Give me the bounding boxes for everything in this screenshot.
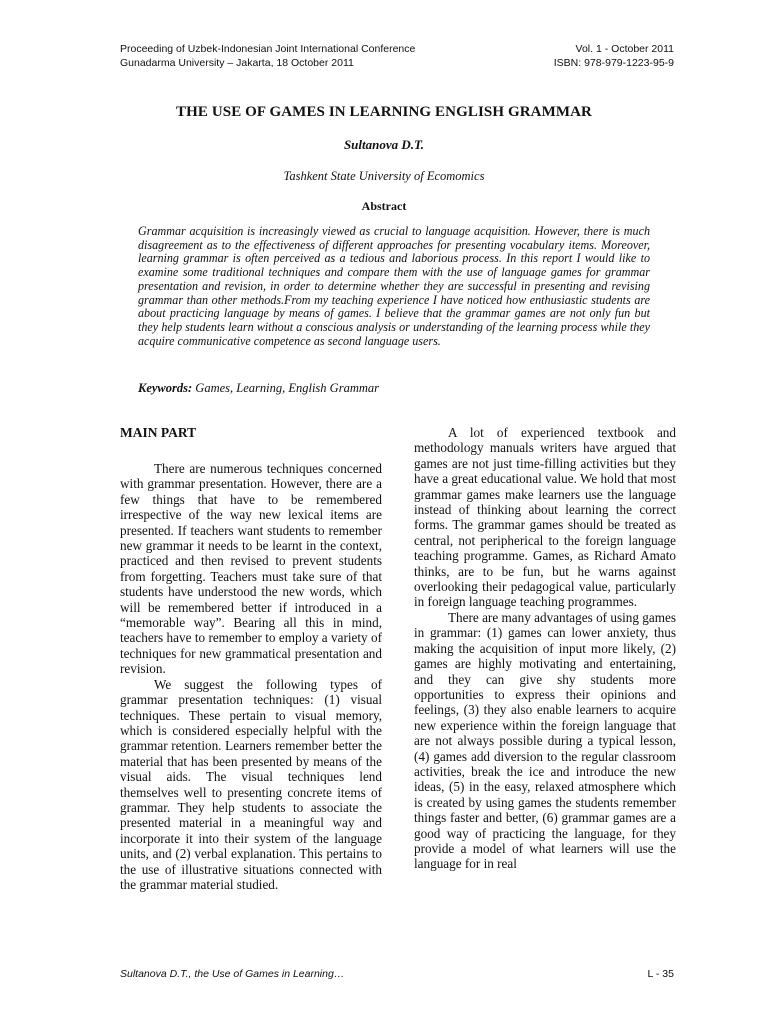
paper-title: THE USE OF GAMES IN LEARNING ENGLISH GRAMMAR — [176, 104, 592, 120]
body-paragraph: We suggest the following types of grammar presentation techniques: (1) visual techniques. These pertain to visual memory, which is considered especially helpful with the grammar retention. Learners remember better the material that has been presented by means of the visual aids. The visual techniques lend themselves well to presenting concrete items of grammar. They help students to associate the presented material in a meaningful way and incorporate it into their system of the language units, and (2) verbal explanation. This pertains to the use of illustrative situations connected with the grammar material studied. — [120, 676, 382, 892]
left-column — [120, 425, 382, 892]
abstract-heading: Abstract — [361, 199, 407, 213]
isbn: ISBN: 978-979-1223-95-9 — [553, 57, 674, 69]
abstract-text: Grammar acquisition is increasingly viewed as crucial to language acquisition. However, there is much disagreement as to the effectiveness of different approaches for presenting vocabulary items. Moreover, learning grammar is often perceived as a tedious and laborious process. In this report I would like to examine some traditional techniques and compare them with the use of language games for grammar presentation and revision, in order to determine whether they are successful in presenting and revising grammar than other methods.From my teaching experience I have noticed how enthusiastic students are about practicing language by means of games. I believe that the grammar games are not only fun but they help students learn without a conscious analysis or understanding of the learning process while they acquire communicative competence as second language users. — [138, 224, 650, 348]
running-title: Sultanova D.T., the Use of Games in Learning… — [120, 968, 345, 980]
keywords-list: Games, Learning, English Grammar — [192, 381, 379, 395]
keywords-label: Keywords: — [138, 381, 193, 395]
paper-author: Sultanova D.T. — [343, 137, 425, 152]
author-affiliation: Tashkent State University of Ecomomics — [283, 169, 485, 183]
body-paragraph: There are many advantages of using games in grammar: (1) games can lower anxiety, thus making the acquisition of input more likely, (2) games are highly motivating and entertaining, and they can give shy students more opportunities to express their opinions and feelings, (3) they also enable learners to acquire new experience within the foreign language that are not always possible during a typical lesson, (4) games add diversion to the regular classroom activities, break the ice and introduce the new ideas, (5) in the easy, relaxed atmosphere which is created by using games the students remember things faster and better, (6) grammar games are a good way of practicing the language, for they provide a model of what learners will use the language for in real — [414, 609, 676, 872]
body-paragraph: There are numerous techniques concerned with grammar presentation. However, there are a few things that have to be remembered irrespective of the way new lexical items are presented. If teachers want students to remember new grammar it needs to be learnt in the context, practiced and then revised to prevent students from forgetting. Teachers must take sure of that students have understood the new words, which will be remembered better if introduced in a “memorable way”. Bearing all this in mind, teachers have to remember to employ a variety of techniques for new grammatical presentation and revision. — [120, 461, 382, 677]
page-header — [120, 42, 674, 70]
conference-venue: Gunadarma University – Jakarta, 18 October 2011 — [120, 57, 354, 69]
keywords-line — [138, 381, 650, 396]
body-paragraph: A lot of experienced textbook and methodology manuals writers have argued that games are not just time-filling activities but they have a great educational value. We hold that most grammar games make learners use the language instead of thinking about learning the correct forms. The grammar games should be treated as central, not peripherical to the foreign language teaching programme. Games, as Richard Amato thinks, are to be fun, but he warns against overlooking their pedagogical value, particularly in foreign language teaching programmes. — [414, 425, 676, 610]
conference-name: Proceeding of Uzbek-Indonesian Joint International Conference — [120, 43, 416, 55]
right-column — [414, 425, 676, 872]
page-footer — [120, 968, 674, 980]
section-heading: MAIN PART — [120, 425, 197, 440]
page-number: L - 35 — [647, 968, 674, 980]
volume-info: Vol. 1 - October 2011 — [575, 43, 674, 55]
